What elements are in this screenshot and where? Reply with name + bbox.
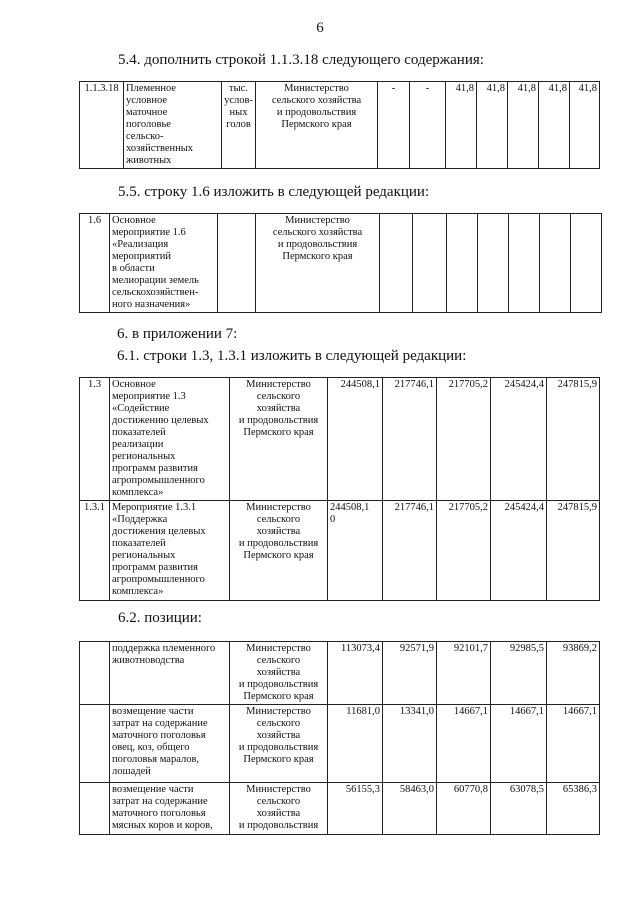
row-name: Основное мероприятие 1.3 «Содействие достижению целевых показателей реализации региональных программ развития агропромышленного комплекса» [110,378,230,501]
table-row-1-6 [79,213,602,313]
row-ministry: Министерство сельского хозяйства и продовольствия Пермского края [256,82,378,169]
row-name: Мероприятие 1.3.1 «Поддержка достижения целевых показателей региональных программ развития агропромышленного комплекса» [110,501,230,601]
value-cell: 247815,9 [547,378,600,501]
empty-cell [478,214,509,313]
table-row [80,378,600,501]
table-rows-1-3 [79,377,600,601]
heading-5-5: 5.5. строку 1.6 изложить в следующей редакции: [118,184,430,200]
value-cell: 244508,1 0 [328,501,383,601]
row-number: 1.3 [80,378,110,501]
empty-cell [218,214,256,313]
empty-cell [509,214,540,313]
row-number: 1.6 [80,214,110,313]
value-cell: - [410,82,446,169]
value-cell: 14667,1 [491,705,547,783]
empty-cell [80,642,110,705]
value-cell: 41,8 [477,82,508,169]
row-name: поддержка племенного животноводства [110,642,230,705]
heading-6-1: 6.1. строки 1.3, 1.3.1 изложить в следующей редакции: [117,348,467,364]
empty-cell [571,214,602,313]
value-cell: 92101,7 [437,642,491,705]
row-number: 1.1.3.18 [80,82,124,169]
empty-cell [80,705,110,783]
value-cell: 217746,1 [383,378,437,501]
value-cell: 217746,1 [383,501,437,601]
table-row [80,642,600,705]
table-positions [79,641,600,835]
value-cell: 58463,0 [383,783,437,835]
value-cell: 245424,4 [491,501,547,601]
value-cell: 92985,5 [491,642,547,705]
row-name: возмещение части затрат на содержание маточного поголовья овец, коз, общего поголовья маралов, лошадей [110,705,230,783]
heading-6: 6. в приложении 7: [117,326,238,342]
value-cell: 244508,1 [328,378,383,501]
row-ministry: Министерство сельского хозяйства и продовольствия Пермского края [230,705,328,783]
value-cell: 217705,2 [437,501,491,601]
value-cell: 113073,4 [328,642,383,705]
value-cell: 41,8 [539,82,570,169]
value-cell: 41,8 [508,82,539,169]
value-cell: 93869,2 [547,642,600,705]
table-row [80,501,600,601]
value-cell: 14667,1 [437,705,491,783]
value-cell: 41,8 [570,82,600,169]
value-cell: 60770,8 [437,783,491,835]
value-cell: - [378,82,410,169]
value-cell: 247815,9 [547,501,600,601]
empty-cell [447,214,478,313]
value-cell: 217705,2 [437,378,491,501]
value-cell: 13341,0 [383,705,437,783]
row-unit: тыс. услов- ных голов [222,82,256,169]
table-row [80,783,600,835]
row-number: 1.3.1 [80,501,110,601]
row-ministry: Министерство сельского хозяйства и продовольствия Пермского края [230,642,328,705]
value-cell: 92571,9 [383,642,437,705]
value-cell: 245424,4 [491,378,547,501]
heading-5-4: 5.4. дополнить строкой 1.1.3.18 следующего содержания: [118,52,484,68]
value-cell: 41,8 [446,82,477,169]
value-cell: 65386,3 [547,783,600,835]
value-cell: 14667,1 [547,705,600,783]
row-ministry: Министерство сельского хозяйства и продовольствия [230,783,328,835]
row-name: Основное мероприятие 1.6 «Реализация мероприятий в области мелиорации земель сельскохозяйствен- ного назначения» [110,214,218,313]
row-ministry: Министерство сельского хозяйства и продовольствия Пермского края [230,501,328,601]
empty-cell [80,783,110,835]
row-name: Племенное условное маточное поголовье сельско- хозяйственных животных [124,82,222,169]
table-row [80,705,600,783]
empty-cell [540,214,571,313]
page-number: 6 [316,20,324,36]
value-cell: 11681,0 [328,705,383,783]
heading-6-2: 6.2. позиции: [118,610,202,626]
table-row-1-1-3-18 [79,81,600,169]
row-ministry: Министерство сельского хозяйства и продовольствия Пермского края [256,214,380,313]
value-cell: 63078,5 [491,783,547,835]
row-ministry: Министерство сельского хозяйства и продовольствия Пермского края [230,378,328,501]
row-name: возмещение части затрат на содержание маточного поголовья мясных коров и коров, [110,783,230,835]
empty-cell [380,214,413,313]
empty-cell [413,214,447,313]
value-cell: 56155,3 [328,783,383,835]
